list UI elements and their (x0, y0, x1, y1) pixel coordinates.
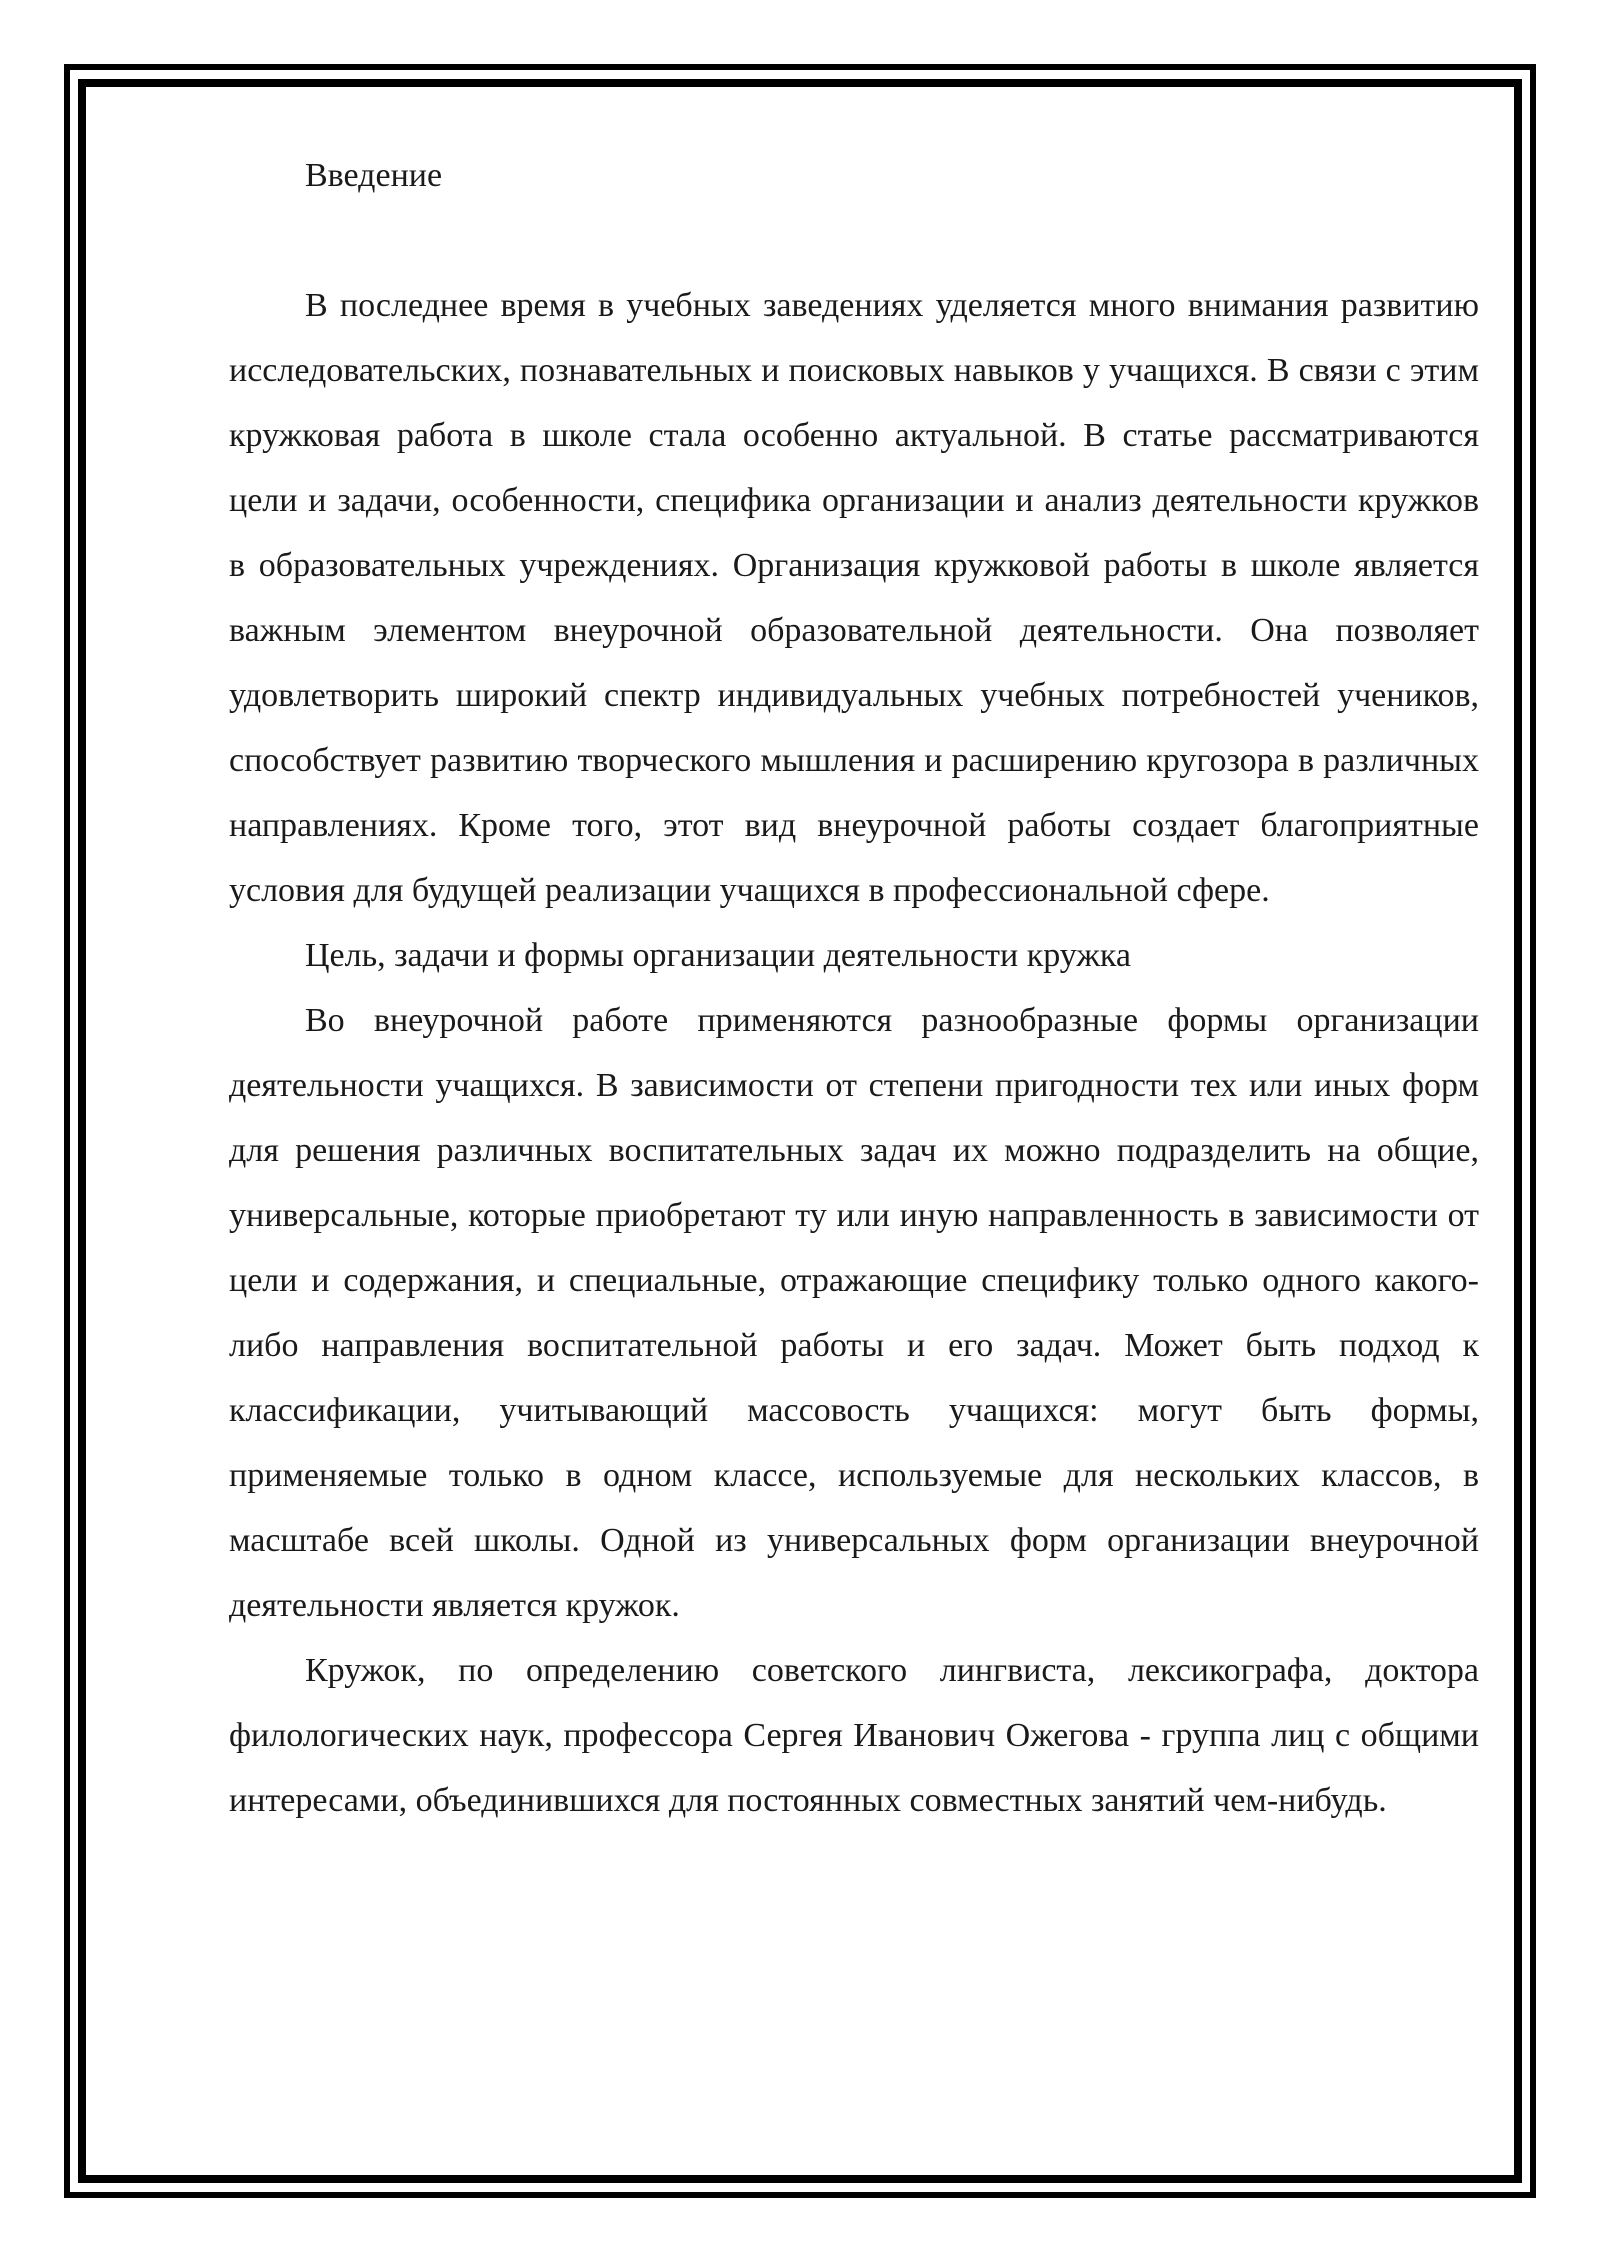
paragraph-definition: Кружок, по определению советского лингвиста, лексикографа, доктора филологических наук, профессора Сергея Иванович Ожегова - группа лиц с общими интересами, объединившихся для постоянных совместных занятий чем-нибудь. (229, 1652, 1479, 1819)
document-title: Введение (305, 157, 443, 194)
paragraph-forms: Во внеурочной работе применяются разнообразные формы организации деятельности учащихся. В зависимости от степени пригодности тех или иных форм для решения различных воспитательных задач их можно подразделить на общие, универсальные, которые приобретают ту или иную направленность в зависимости от цели и содержания, и специальные, отражающие специфику только одного какого-либо направления воспитательной работы и его задач. Может быть подход к классификации, учитывающий массовость учащихся: могут быть формы, применяемые только в одном классе, используемые для нескольких классов, в масштабе всей школы. Одной из универсальных форм организации внеурочной деятельности является кружок. (229, 1002, 1479, 1624)
paragraph-intro: В последнее время в учебных заведениях уделяется много внимания развитию исследовательских, познавательных и поисковых навыков у учащихся. В связи с этим кружковая работа в школе стала особенно актуальной. В статье рассматриваются цели и задачи, особенности, специфика организации и анализ деятельности кружков в образовательных учреждениях. Организация кружковой работы в школе является важным элементом внеурочной образовательной деятельности. Она позволяет удовлетворить широкий спектр индивидуальных учебных потребностей учеников, способствует развитию творческого мышления и расширению кругозора в различных направлениях. Кроме того, этот вид внеурочной работы создает благоприятные условия для будущей реализации учащихся в профессиональной сфере. (229, 287, 1479, 909)
document-page (229, 143, 1479, 1833)
section-heading: Цель, задачи и формы организации деятельности кружка (305, 937, 1131, 974)
